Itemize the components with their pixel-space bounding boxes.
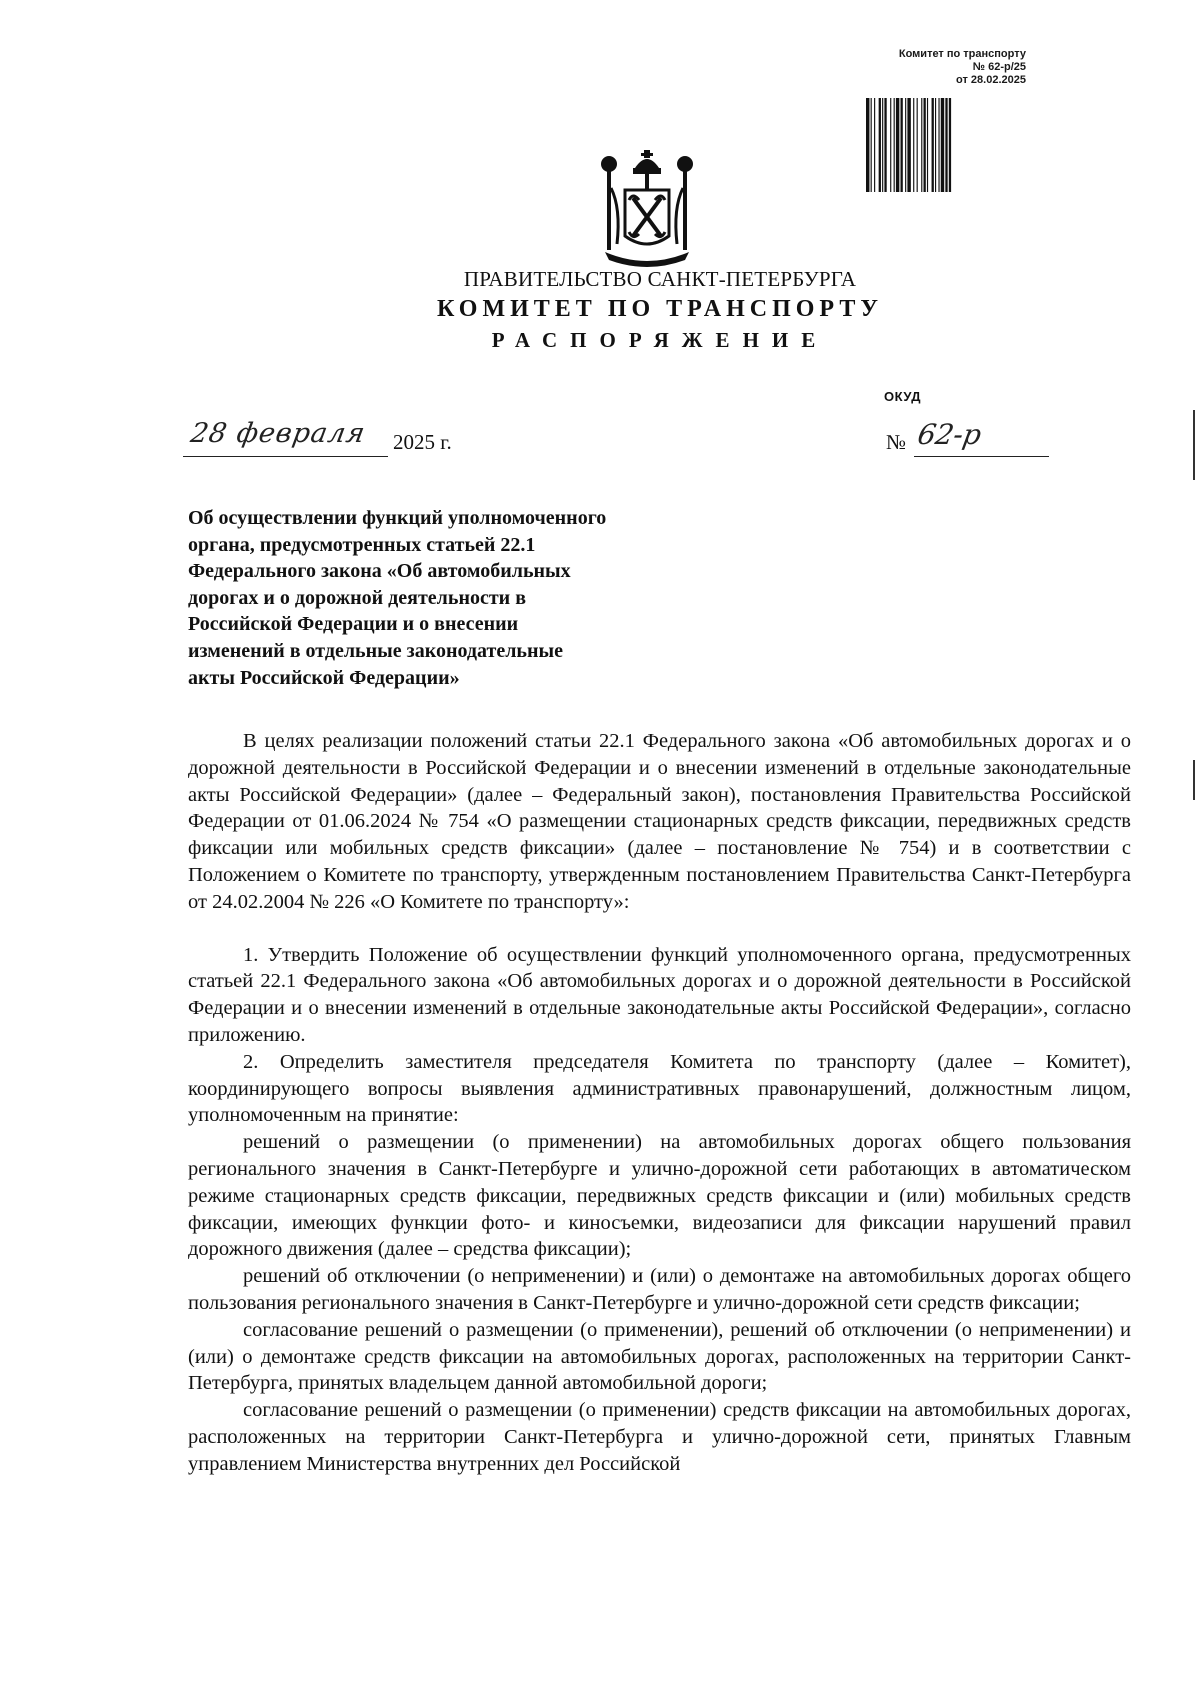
preamble-paragraph: В целях реализации положений статьи 22.1 Федерального закона «Об автомобильных дорогах и о дорожной деятельности в Российской Федерации и о внесении изменений в отдельные законодательные акты Российской Федерации» (далее – Федеральный закон), постановления Правительства Российской Федерации от 01.06.2024 № 754 «О размещении стационарных средств фиксации, передвижных средств фиксации или мобильных средств фиксации» (далее – постановление № 754) и в соответствии с Положением о Комитете по транспорту, утвержденным постановлением Правительства Санкт-Петербурга от 24.02.2004 № 226 «О Комитете по транспорту»: [188, 730, 1131, 913]
paragraph-gap [188, 916, 1131, 942]
barcode-bar [938, 98, 939, 192]
government-title: ПРАВИТЕЛЬСТВО САНКТ-ПЕТЕРБУРГА [463, 267, 857, 291]
barcode-bar [890, 98, 891, 192]
st-petersburg-coat-of-arms-icon [595, 148, 699, 268]
subject-line: Российской Федерации и о внесении [188, 613, 519, 636]
registration-stamp [866, 48, 1026, 87]
document-number [886, 418, 1051, 468]
barcode-bar [894, 98, 895, 192]
document-type-title: РАСПОРЯЖЕНИЕ [491, 328, 829, 352]
scan-edge-mark [1193, 760, 1195, 800]
barcode-bar [879, 98, 881, 192]
date-underline [183, 456, 388, 457]
barcode-bar [866, 98, 869, 192]
barcode-bar [913, 98, 914, 192]
barcode-bar [882, 98, 883, 192]
barcode-bar [949, 98, 951, 192]
barcode-bar [945, 98, 947, 192]
number-sign: № [886, 430, 907, 454]
item-2-paragraph: 2. Определить заместителя председателя Комитета по транспорту (далее – Комитет), координирующего вопросы выявления административных правонарушений, должностным лицом, уполномоченным на принятие: [188, 1050, 1131, 1127]
barcode-bar [874, 98, 875, 192]
stamp-line-date: от 28.02.2025 [956, 74, 1026, 86]
document-body [188, 728, 1131, 1478]
barcode-bar [927, 98, 928, 192]
handwritten-number: 62-р [915, 418, 984, 451]
barcode-bar [924, 98, 926, 192]
document-date [183, 418, 473, 468]
barcode-icon [866, 98, 1021, 192]
subject-line: органа, предусмотренных статьей 22.1 [188, 533, 536, 556]
item-2c-paragraph: согласование решений о размещении (о применении), решений об отключении (о неприменении) и (или) о демонтаже средств фиксации на автомобильных дорогах, расположенных на территории Санкт-Петербурга, принятых владельцем данной автомобильной дороги; [188, 1318, 1131, 1395]
subject-line: изменений в отдельные законодательные [188, 639, 564, 662]
handwritten-date: 28 февраля [188, 418, 368, 449]
subject-line: Об осуществлении функций уполномоченного [188, 507, 607, 529]
item-2d-paragraph: согласование решений о размещении (о применении) средств фиксации на автомобильных дорогах, расположенных на территории Санкт-Петербурга и улично-дорожной сети, принятых Главным управлением Министерства внутренних дел Российской [188, 1399, 1131, 1475]
number-underline [914, 456, 1049, 457]
barcode-bar [871, 98, 872, 192]
stamp-line-number: № 62-р/25 [972, 61, 1026, 73]
barcode-bar [941, 98, 944, 192]
barcode-bar [896, 98, 899, 192]
okud-label: ОКУД [884, 389, 922, 404]
document-subject [188, 505, 708, 691]
document-header [0, 266, 1200, 354]
barcode-bar [935, 98, 936, 192]
scan-edge-mark [1193, 410, 1195, 480]
barcode-bar [932, 98, 934, 192]
barcode-bar [917, 98, 918, 192]
barcode-bar [901, 98, 903, 192]
item-1-paragraph: 1. Утвердить Положение об осуществлении функций уполномоченного органа, предусмотренных статьей 22.1 Федерального закона «Об автомобильных дорогах и о дорожной деятельности в Российской Федерации и о внесении изменений в отдельные законодательные акты Российской Федерации», согласно приложению. [188, 943, 1131, 1046]
barcode-bar [905, 98, 906, 192]
item-2b-paragraph: решений об отключении (о неприменении) и (или) о демонтаже на автомобильных дорогах общего пользования регионального значения в Санкт-Петербурге и улично-дорожной сети средств фиксации; [188, 1265, 1131, 1314]
subject-line: Федерального закона «Об автомобильных [188, 560, 571, 583]
subject-line: дорогах и о дорожной деятельности в [188, 586, 526, 609]
barcode-bar [907, 98, 910, 192]
item-2a-paragraph: решений о размещении (о применении) на автомобильных дорогах общего пользования регионального значения в Санкт-Петербурге и улично-дорожной сети работающих в автоматическом режиме стационарных средств фиксации, передвижных средств фиксации и (или) мобильных средств фиксации, имеющих функции фото- и киносъемки, видеозаписи для фиксации нарушений правил дорожного движения (далее – средства фиксации); [188, 1131, 1131, 1261]
barcode-bar [884, 98, 886, 192]
barcode-bar [921, 98, 922, 192]
stamp-line-organization: Комитет по транспорту [898, 48, 1026, 60]
subject-line: акты Российской Федерации» [188, 666, 460, 689]
committee-title: КОМИТЕТ ПО ТРАНСПОРТУ [437, 296, 883, 322]
date-year: 2025 г. [393, 430, 452, 454]
